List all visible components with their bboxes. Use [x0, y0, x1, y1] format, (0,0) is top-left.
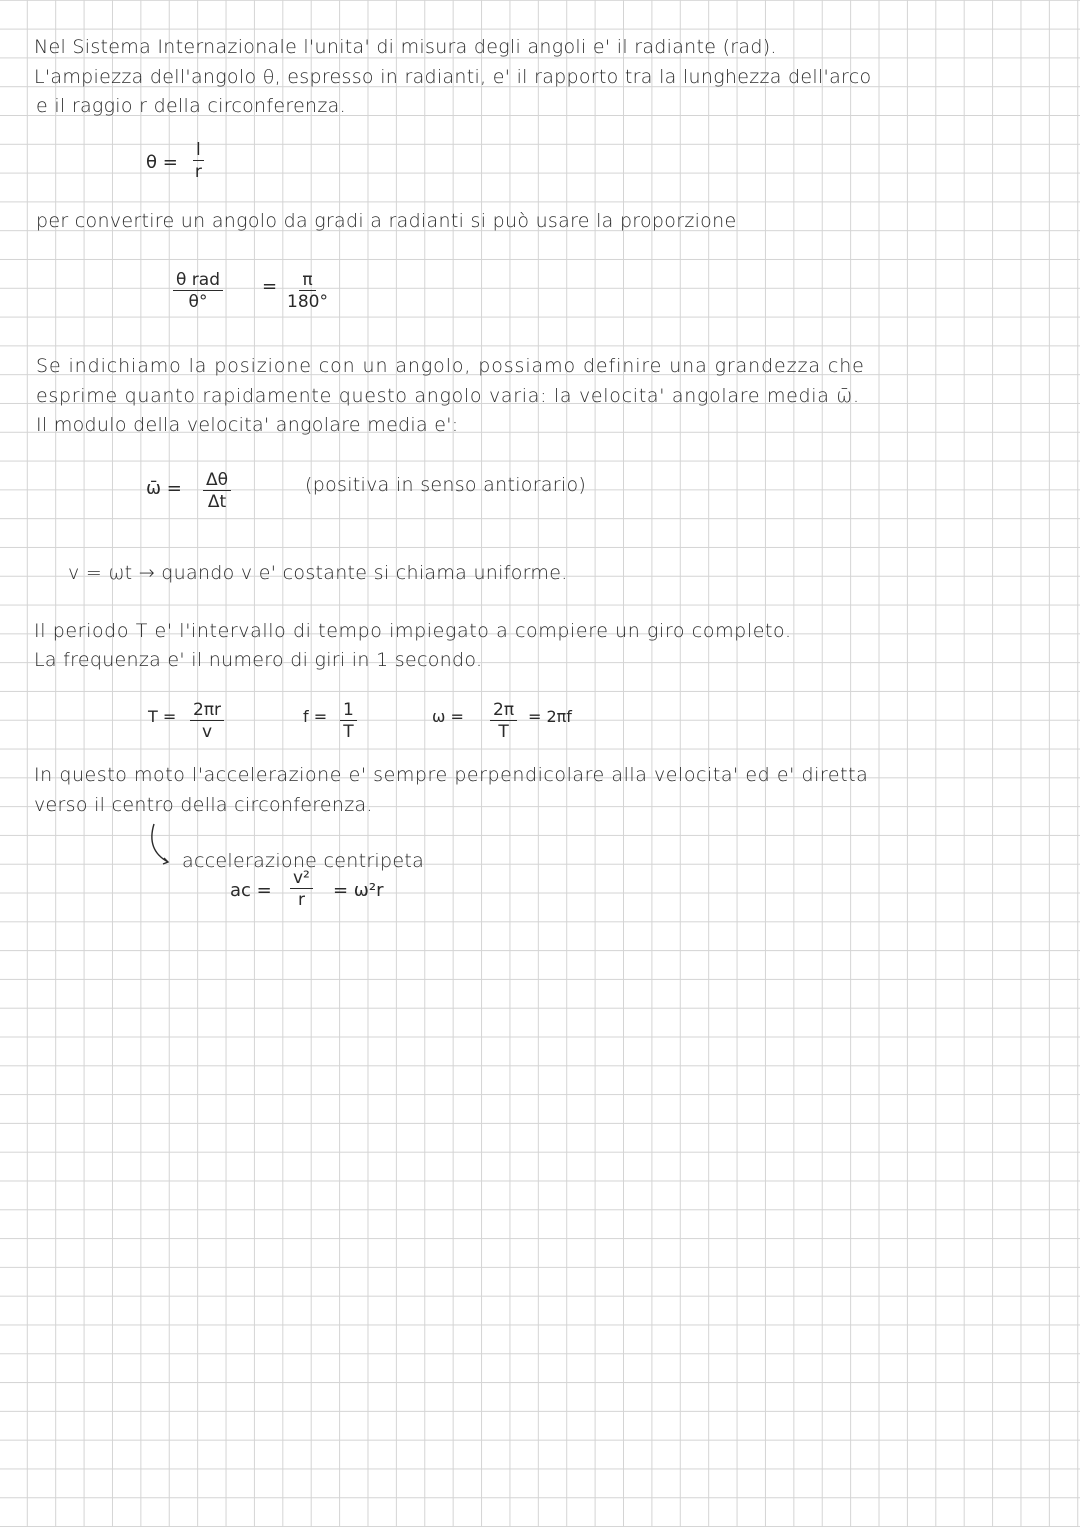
formula-lhs: θ = [146, 152, 178, 173]
fraction [173, 270, 223, 313]
text-line: Nel Sistema Internazionale l'unita' di misura degli angoli e' il radiante (rad). [34, 36, 777, 58]
denominator: θ° [188, 292, 208, 312]
fraction [340, 700, 357, 743]
formula-lhs: ω = [432, 707, 464, 726]
formula-lhs: f = [303, 707, 328, 726]
text-line: Se indichiamo la posizione con un angolo, possiamo definire una grandezza che [36, 355, 865, 377]
formula-lhs: T = [148, 707, 177, 726]
formula-lhs: ac = [230, 880, 272, 901]
fraction [190, 700, 224, 743]
numerator: 2πr [190, 700, 224, 721]
numerator: 1 [340, 700, 357, 721]
denominator: r [194, 162, 202, 182]
denominator: v [201, 722, 213, 742]
numerator: θ rad [173, 270, 223, 291]
text-line: verso il centro della circonferenza. [34, 794, 373, 816]
denominator: 180° [287, 292, 328, 312]
numerator: 2π [490, 700, 517, 721]
text-line: La frequenza e' il numero di giri in 1 secondo. [34, 649, 483, 671]
formula-rhs: = ω²r [333, 880, 384, 901]
fraction [490, 700, 517, 743]
text-line: L'ampiezza dell'angolo θ, espresso in radianti, e' il rapporto tra la lunghezza dell'arco [34, 66, 872, 88]
text-line: per convertire un angolo da gradi a radianti si può usare la proporzione [36, 210, 737, 232]
fraction [193, 140, 204, 183]
formula-note: (positiva in senso antiorario) [305, 474, 587, 496]
denominator: T [343, 722, 354, 742]
curved-arrow-icon [140, 820, 180, 868]
fraction [287, 270, 328, 313]
denominator: T [498, 722, 509, 742]
formula-lhs: ω̄ = [146, 478, 182, 499]
numerator: l [193, 140, 204, 161]
numerator: v² [290, 868, 313, 889]
numerator: Δθ [203, 470, 231, 491]
text-line: e il raggio r della circonferenza. [36, 95, 346, 117]
equals: = [262, 276, 278, 297]
text-line: esprime quanto rapidamente questo angolo varia: la velocita' angolare media ω̄. [36, 385, 860, 407]
text-line: Il periodo T e' l'intervallo di tempo impiegato a compiere un giro completo. [34, 620, 792, 642]
text-line: In questo moto l'accelerazione e' sempre perpendicolare alla velocita' ed e' diretta [34, 764, 869, 786]
arrow-label: accelerazione centripeta [182, 850, 425, 872]
denominator: r [297, 890, 305, 910]
formula-line: v = ωt → quando v e' costante si chiama uniforme. [68, 562, 568, 584]
denominator: Δt [207, 492, 227, 512]
text-line: Il modulo della velocita' angolare media e': [36, 414, 459, 436]
fraction [290, 868, 313, 911]
numerator: π [299, 270, 315, 291]
fraction [203, 470, 231, 513]
formula-rhs: = 2πf [528, 707, 572, 726]
